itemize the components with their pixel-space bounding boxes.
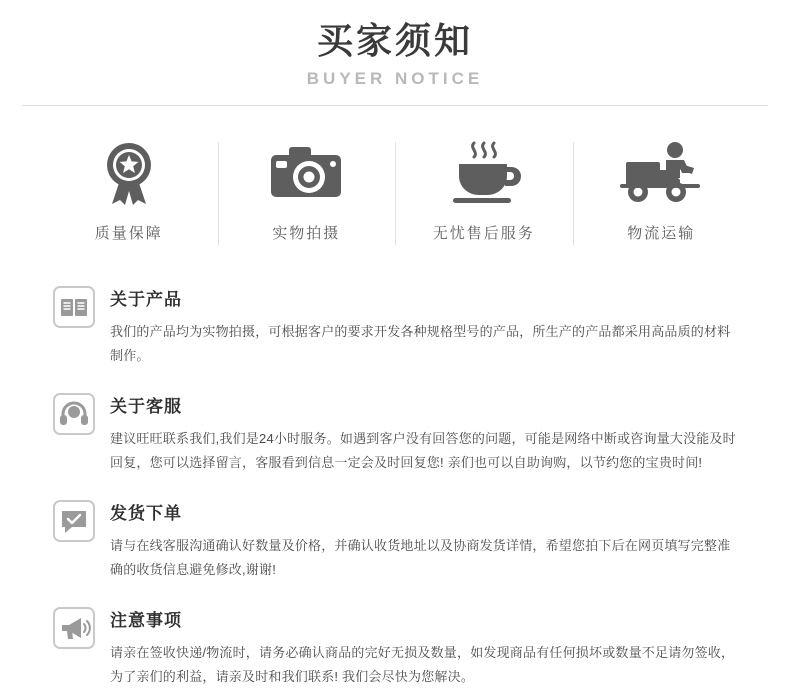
section-about-product — [52, 283, 738, 368]
section-body — [110, 390, 738, 475]
section-body — [110, 497, 738, 582]
feature-label: 物流运输 — [627, 225, 696, 242]
section-about-service — [52, 390, 738, 475]
section-text: 我们的产品均为实物拍摄，可根据客户的要求开发各种规格型号的产品，所生产的产品都采用高品质的材料制作。 — [110, 324, 731, 364]
section-body — [110, 604, 738, 689]
feature-item-quality — [40, 136, 218, 249]
section-title: 注意事项 — [110, 611, 182, 631]
section-title: 关于产品 — [110, 290, 182, 309]
section-text: 请亲在签收快递/物流时，请务必确认商品的完好无损及数量，如发现商品有任何损坏或数量不足请勿签收，为了亲们的利益，请亲及时和我们联系! 我们会尽快为您解决。 — [110, 645, 735, 685]
feature-label: 无忧售后服务 — [432, 225, 535, 242]
feature-label: 质量保障 — [94, 225, 163, 242]
book-icon — [52, 285, 96, 329]
section-text: 建议旺旺联系我们,我们是24小时服务。如遇到客户没有回答您的问题，可能是网络中断或咨询量大没能及时回复，您可以选择留言，客服看到信息一定会及时回复您! 亲们也可以自助询购，以节约您的宝贵时间! — [110, 431, 736, 471]
section-title: 关于客服 — [110, 397, 182, 417]
section-body — [110, 283, 738, 368]
page-subtitle: BUYER NOTICE — [306, 69, 484, 88]
headset-icon — [52, 392, 96, 436]
quality-badge-icon — [40, 140, 218, 206]
section-shipping-order — [52, 497, 738, 582]
camera-icon — [218, 140, 396, 206]
delivery-scooter-icon — [573, 140, 751, 206]
feature-label: 实物拍摄 — [272, 225, 341, 242]
feature-item-service — [395, 136, 573, 249]
notice-sections — [52, 283, 738, 689]
section-title: 发货下单 — [110, 504, 182, 524]
coffee-cup-icon — [395, 140, 573, 206]
checklist-icon — [52, 499, 96, 543]
section-text: 请与在线客服沟通确认好数量及价格，并确认收货地址以及协商发货详情，希望您拍下后在网页填写完整准确的收货信息避免修改,谢谢! — [110, 538, 731, 578]
page-title: 买家须知 — [316, 20, 473, 61]
header-divider — [22, 105, 768, 106]
section-notes — [52, 604, 738, 689]
page-header — [0, 0, 790, 106]
feature-strip — [40, 136, 750, 249]
feature-item-logistics — [573, 136, 751, 249]
feature-item-photo — [218, 136, 396, 249]
megaphone-icon — [52, 606, 96, 650]
